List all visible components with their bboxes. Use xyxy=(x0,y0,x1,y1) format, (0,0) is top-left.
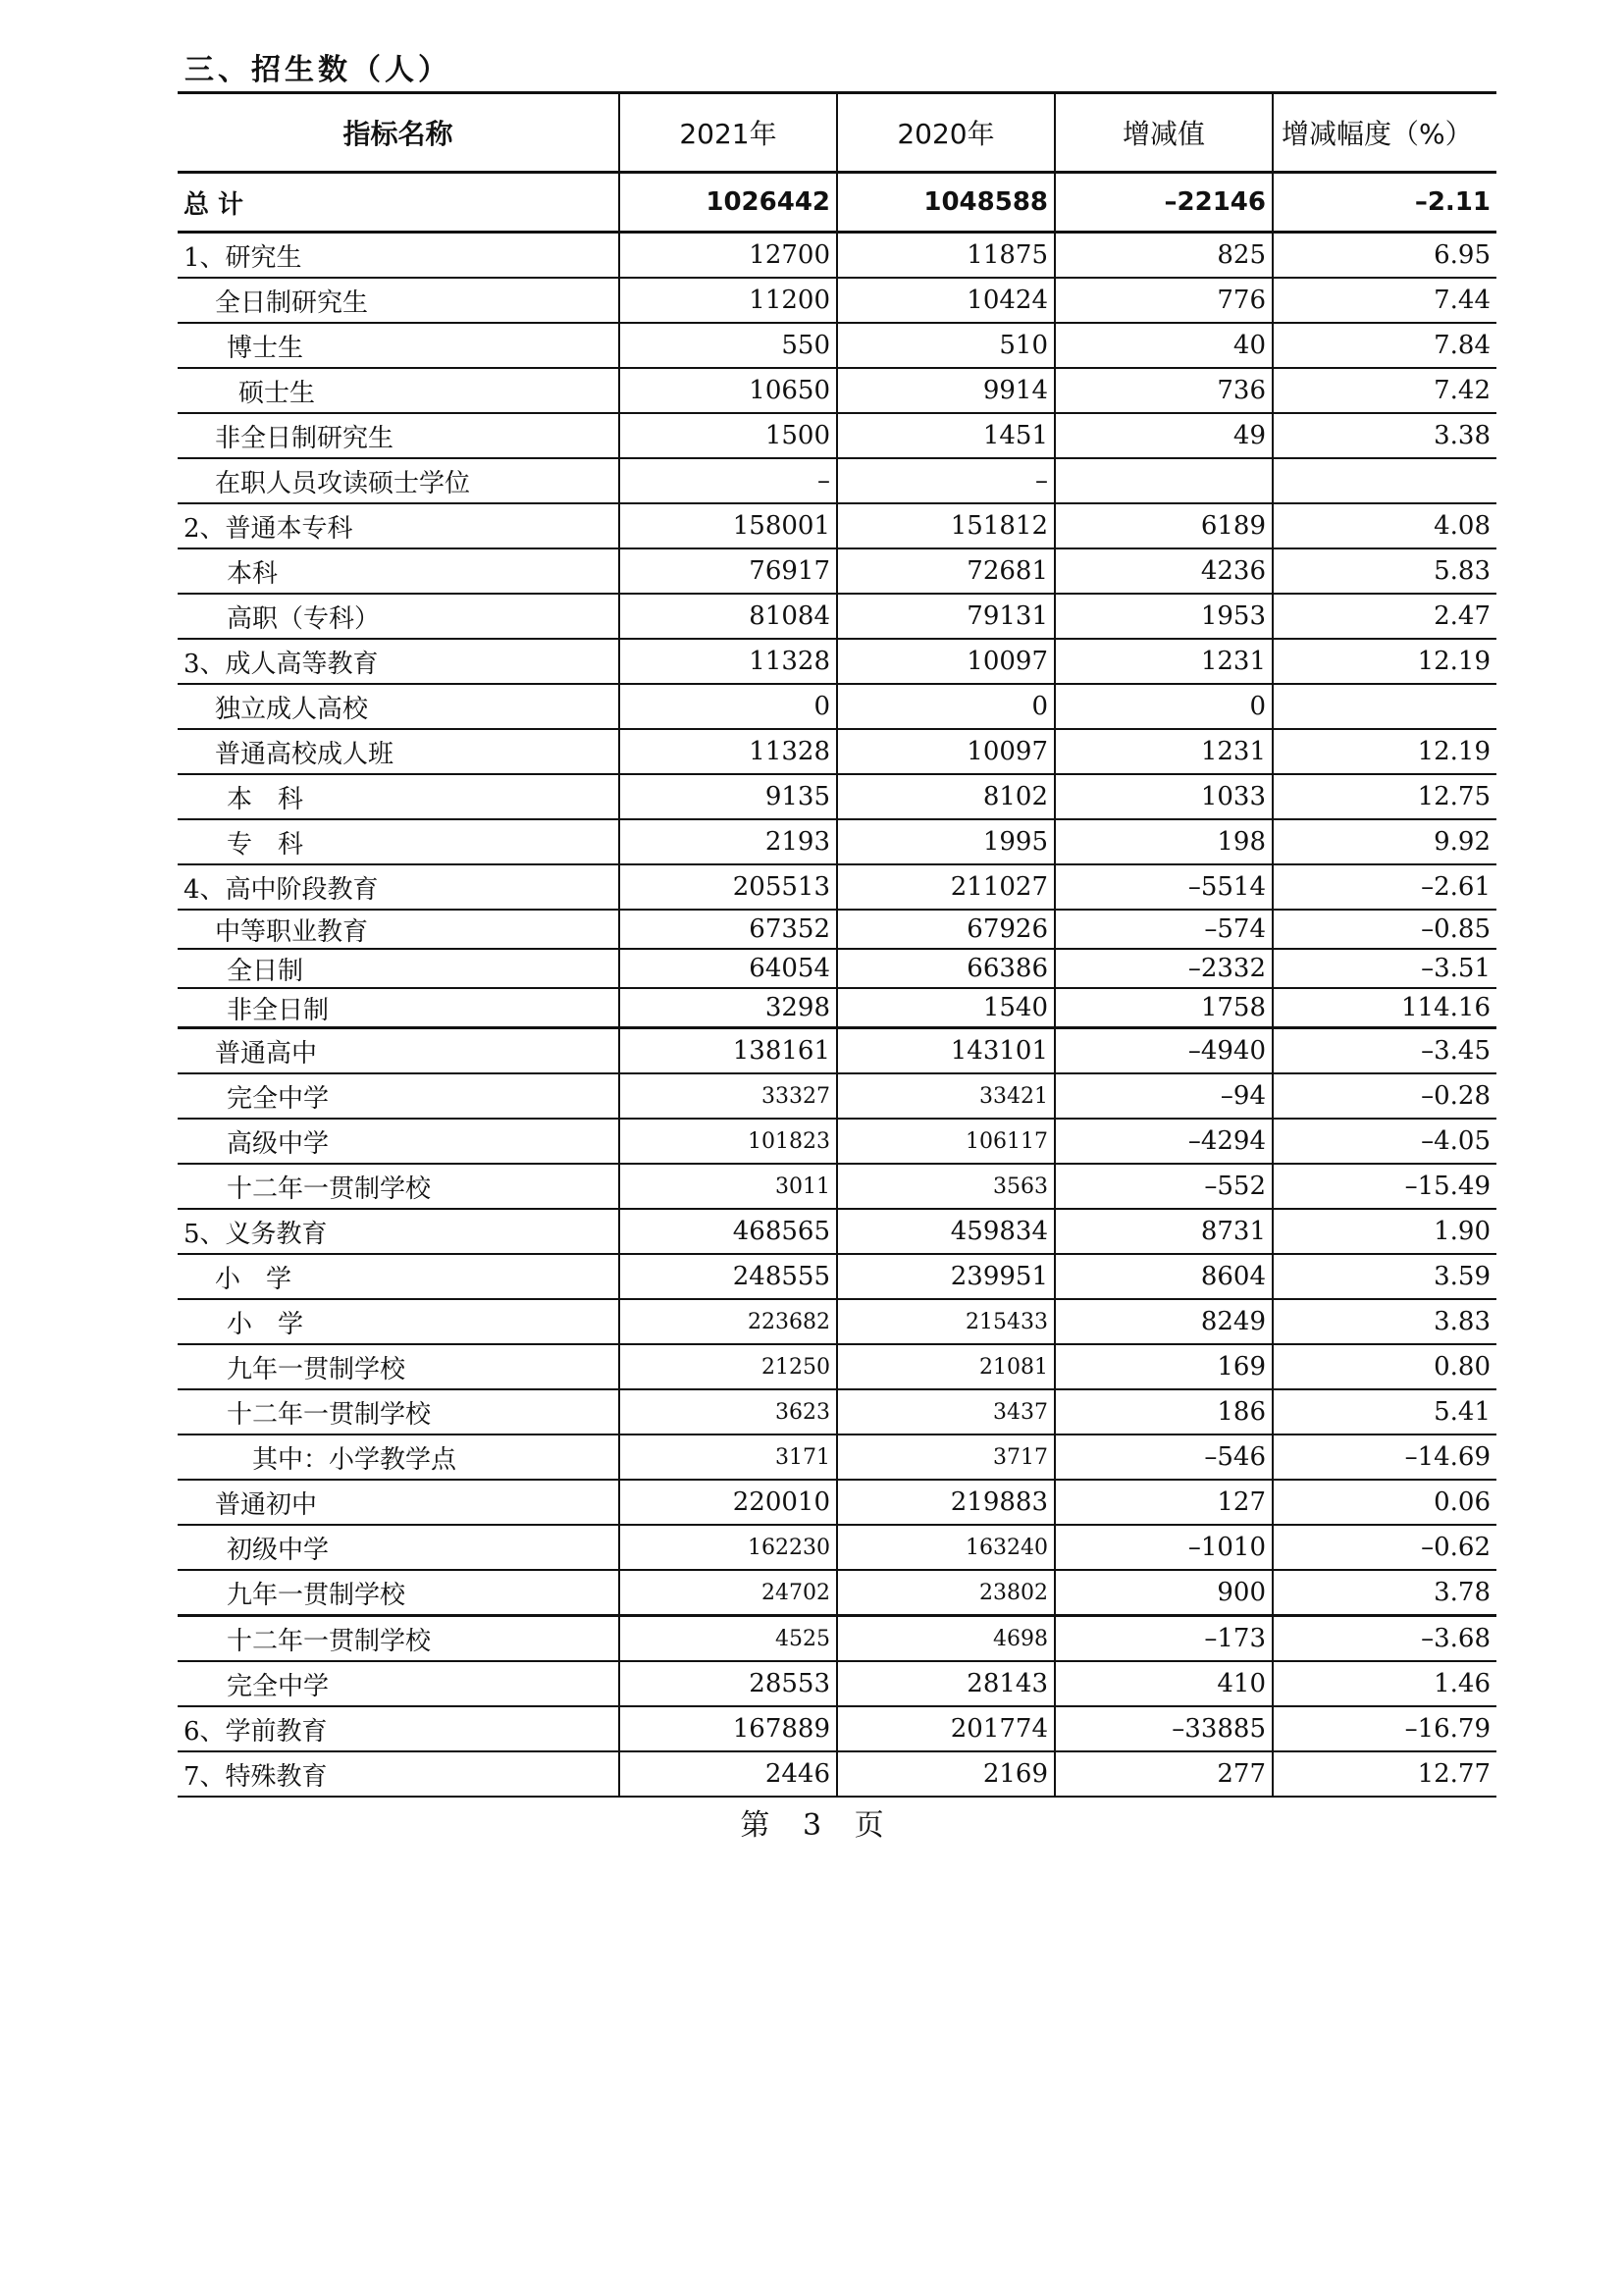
change-ratio: 7.42 xyxy=(1273,368,1496,413)
total-change: –22146 xyxy=(1055,173,1273,233)
table-row xyxy=(178,323,1496,368)
indicator-name: 普通初中 xyxy=(178,1480,619,1525)
indicator-name: 非全日制研究生 xyxy=(178,413,619,458)
header-change: 增减值 xyxy=(1055,93,1273,173)
change-ratio: –0.28 xyxy=(1273,1073,1496,1119)
value-2021: 0 xyxy=(619,684,837,729)
value-2021: 10650 xyxy=(619,368,837,413)
change-ratio: 12.75 xyxy=(1273,774,1496,819)
table-row xyxy=(178,1028,1496,1074)
change-value: –552 xyxy=(1055,1164,1273,1209)
value-2021: 3298 xyxy=(619,988,837,1028)
value-2020: 10097 xyxy=(837,639,1055,684)
change-value: 169 xyxy=(1055,1344,1273,1389)
value-2020: 239951 xyxy=(837,1254,1055,1299)
indicator-name: 独立成人高校 xyxy=(178,684,619,729)
table-header-row xyxy=(178,93,1496,173)
table-row xyxy=(178,819,1496,864)
value-2021: 76917 xyxy=(619,548,837,594)
indicator-name: 高职（专科） xyxy=(178,594,619,639)
value-2020: 1451 xyxy=(837,413,1055,458)
value-2020: 1540 xyxy=(837,988,1055,1028)
indicator-name: 全日制 xyxy=(178,949,619,988)
indicator-name: 硕士生 xyxy=(178,368,619,413)
value-2021: 11328 xyxy=(619,639,837,684)
change-value: 736 xyxy=(1055,368,1273,413)
indicator-name: 专 科 xyxy=(178,819,619,864)
value-2020: 151812 xyxy=(837,503,1055,548)
indicator-name: 十二年一贯制学校 xyxy=(178,1164,619,1209)
change-ratio: 6.95 xyxy=(1273,233,1496,279)
value-2020: 33421 xyxy=(837,1073,1055,1119)
value-2021: 33327 xyxy=(619,1073,837,1119)
change-value: –33885 xyxy=(1055,1706,1273,1751)
value-2021: 1500 xyxy=(619,413,837,458)
value-2020: 219883 xyxy=(837,1480,1055,1525)
indicator-name: 本 科 xyxy=(178,774,619,819)
value-2021: 2193 xyxy=(619,819,837,864)
change-value: 40 xyxy=(1055,323,1273,368)
change-value: 186 xyxy=(1055,1389,1273,1434)
change-ratio: –2.61 xyxy=(1273,864,1496,910)
indicator-name: 2、普通本专科 xyxy=(178,503,619,548)
change-ratio: 12.77 xyxy=(1273,1751,1496,1797)
indicator-name: 小 学 xyxy=(178,1299,619,1344)
indicator-name: 完全中学 xyxy=(178,1073,619,1119)
change-value: –2332 xyxy=(1055,949,1273,988)
value-2020: 79131 xyxy=(837,594,1055,639)
header-indicator-name: 指标名称 xyxy=(178,93,619,173)
change-value: –173 xyxy=(1055,1616,1273,1662)
section-title: 三、招生数（人） xyxy=(184,53,451,87)
change-value: 0 xyxy=(1055,684,1273,729)
header-2020: 2020年 xyxy=(837,93,1055,173)
change-value: 1231 xyxy=(1055,639,1273,684)
value-2021: 248555 xyxy=(619,1254,837,1299)
change-value: –4294 xyxy=(1055,1119,1273,1164)
change-value: –5514 xyxy=(1055,864,1273,910)
change-value: 4236 xyxy=(1055,548,1273,594)
change-ratio: –16.79 xyxy=(1273,1706,1496,1751)
value-2021: 11328 xyxy=(619,729,837,774)
indicator-name: 十二年一贯制学校 xyxy=(178,1389,619,1434)
value-2021: 12700 xyxy=(619,233,837,279)
indicator-name: 在职人员攻读硕士学位 xyxy=(178,458,619,503)
change-ratio: 3.38 xyxy=(1273,413,1496,458)
value-2020: 3717 xyxy=(837,1434,1055,1480)
change-value: –4940 xyxy=(1055,1028,1273,1074)
value-2020: 9914 xyxy=(837,368,1055,413)
value-2020: 8102 xyxy=(837,774,1055,819)
value-2020: 4698 xyxy=(837,1616,1055,1662)
table-row xyxy=(178,949,1496,988)
table-row xyxy=(178,1073,1496,1119)
value-2021: 205513 xyxy=(619,864,837,910)
change-value: 1758 xyxy=(1055,988,1273,1028)
indicator-name: 非全日制 xyxy=(178,988,619,1028)
table-row xyxy=(178,729,1496,774)
change-value: 8604 xyxy=(1055,1254,1273,1299)
value-2021: 3011 xyxy=(619,1164,837,1209)
value-2020: 2169 xyxy=(837,1751,1055,1797)
table-row xyxy=(178,413,1496,458)
change-ratio: 9.92 xyxy=(1273,819,1496,864)
change-ratio: 4.08 xyxy=(1273,503,1496,548)
table-row xyxy=(178,1119,1496,1164)
table-row xyxy=(178,1661,1496,1706)
change-value: –546 xyxy=(1055,1434,1273,1480)
indicator-name: 高级中学 xyxy=(178,1119,619,1164)
value-2021: 162230 xyxy=(619,1525,837,1570)
change-value: 8731 xyxy=(1055,1209,1273,1254)
table-row xyxy=(178,1706,1496,1751)
value-2021: 468565 xyxy=(619,1209,837,1254)
indicator-name: 3、成人高等教育 xyxy=(178,639,619,684)
value-2020: 72681 xyxy=(837,548,1055,594)
header-change-ratio: 增减幅度（%） xyxy=(1273,93,1496,173)
change-ratio: 12.19 xyxy=(1273,729,1496,774)
indicator-name: 普通高校成人班 xyxy=(178,729,619,774)
table-row xyxy=(178,458,1496,503)
value-2021: 81084 xyxy=(619,594,837,639)
value-2021: 2446 xyxy=(619,1751,837,1797)
table-row xyxy=(178,1299,1496,1344)
value-2020: 1995 xyxy=(837,819,1055,864)
indicator-name: 完全中学 xyxy=(178,1661,619,1706)
indicator-name: 全日制研究生 xyxy=(178,278,619,323)
table-row xyxy=(178,594,1496,639)
table-row xyxy=(178,1751,1496,1797)
change-ratio: 2.47 xyxy=(1273,594,1496,639)
table-row xyxy=(178,368,1496,413)
table-row xyxy=(178,1434,1496,1480)
table-row xyxy=(178,988,1496,1028)
indicator-name: 九年一贯制学校 xyxy=(178,1344,619,1389)
table-row xyxy=(178,1480,1496,1525)
table-row xyxy=(178,1525,1496,1570)
total-row xyxy=(178,173,1496,233)
value-2020: 106117 xyxy=(837,1119,1055,1164)
value-2020: 510 xyxy=(837,323,1055,368)
change-value: 198 xyxy=(1055,819,1273,864)
change-value: 277 xyxy=(1055,1751,1273,1797)
change-ratio: 12.19 xyxy=(1273,639,1496,684)
indicator-name: 博士生 xyxy=(178,323,619,368)
total-2020: 1048588 xyxy=(837,173,1055,233)
table-row xyxy=(178,1344,1496,1389)
change-ratio: –15.49 xyxy=(1273,1164,1496,1209)
change-value: –94 xyxy=(1055,1073,1273,1119)
value-2020: 143101 xyxy=(837,1028,1055,1074)
table-row xyxy=(178,864,1496,910)
value-2020: 3563 xyxy=(837,1164,1055,1209)
table-row xyxy=(178,1209,1496,1254)
change-ratio: 3.78 xyxy=(1273,1570,1496,1616)
change-ratio: 3.59 xyxy=(1273,1254,1496,1299)
value-2021: 223682 xyxy=(619,1299,837,1344)
total-name: 总 计 xyxy=(178,173,619,233)
header-2021: 2021年 xyxy=(619,93,837,173)
value-2021: 158001 xyxy=(619,503,837,548)
table-row xyxy=(178,684,1496,729)
change-ratio: 7.84 xyxy=(1273,323,1496,368)
change-ratio: 1.90 xyxy=(1273,1209,1496,1254)
change-value xyxy=(1055,458,1273,503)
value-2021: 3623 xyxy=(619,1389,837,1434)
indicator-name: 5、义务教育 xyxy=(178,1209,619,1254)
change-ratio: –3.68 xyxy=(1273,1616,1496,1662)
indicator-name: 初级中学 xyxy=(178,1525,619,1570)
value-2020: 3437 xyxy=(837,1389,1055,1434)
change-ratio: 1.46 xyxy=(1273,1661,1496,1706)
indicator-name: 7、特殊教育 xyxy=(178,1751,619,1797)
change-value: 1033 xyxy=(1055,774,1273,819)
value-2021: 138161 xyxy=(619,1028,837,1074)
indicator-name: 本科 xyxy=(178,548,619,594)
value-2021: 3171 xyxy=(619,1434,837,1480)
change-ratio: 5.83 xyxy=(1273,548,1496,594)
value-2020: – xyxy=(837,458,1055,503)
change-ratio: 5.41 xyxy=(1273,1389,1496,1434)
table-row xyxy=(178,1616,1496,1662)
change-value: 900 xyxy=(1055,1570,1273,1616)
value-2020: 28143 xyxy=(837,1661,1055,1706)
value-2020: 10097 xyxy=(837,729,1055,774)
change-ratio: 0.80 xyxy=(1273,1344,1496,1389)
change-value: 8249 xyxy=(1055,1299,1273,1344)
indicator-name: 九年一贯制学校 xyxy=(178,1570,619,1616)
change-ratio: 0.06 xyxy=(1273,1480,1496,1525)
change-ratio: –0.85 xyxy=(1273,910,1496,949)
value-2021: 67352 xyxy=(619,910,837,949)
indicator-name: 6、学前教育 xyxy=(178,1706,619,1751)
value-2020: 11875 xyxy=(837,233,1055,279)
value-2020: 215433 xyxy=(837,1299,1055,1344)
change-value: 49 xyxy=(1055,413,1273,458)
total-2021: 1026442 xyxy=(619,173,837,233)
change-ratio: 7.44 xyxy=(1273,278,1496,323)
change-ratio: –14.69 xyxy=(1273,1434,1496,1480)
value-2021: – xyxy=(619,458,837,503)
change-value: 127 xyxy=(1055,1480,1273,1525)
value-2020: 163240 xyxy=(837,1525,1055,1570)
change-ratio: –3.51 xyxy=(1273,949,1496,988)
table-row xyxy=(178,774,1496,819)
value-2020: 201774 xyxy=(837,1706,1055,1751)
table-row xyxy=(178,1164,1496,1209)
indicator-name: 4、高中阶段教育 xyxy=(178,864,619,910)
value-2020: 10424 xyxy=(837,278,1055,323)
change-ratio: 114.16 xyxy=(1273,988,1496,1028)
value-2021: 101823 xyxy=(619,1119,837,1164)
table-row xyxy=(178,639,1496,684)
table-row xyxy=(178,503,1496,548)
change-value: 776 xyxy=(1055,278,1273,323)
value-2020: 459834 xyxy=(837,1209,1055,1254)
page-number: 第 3 页 xyxy=(740,1808,884,1843)
change-ratio: –3.45 xyxy=(1273,1028,1496,1074)
indicator-name: 十二年一贯制学校 xyxy=(178,1616,619,1662)
value-2021: 220010 xyxy=(619,1480,837,1525)
value-2021: 28553 xyxy=(619,1661,837,1706)
change-value: 825 xyxy=(1055,233,1273,279)
table-row xyxy=(178,1389,1496,1434)
value-2021: 550 xyxy=(619,323,837,368)
indicator-name: 小 学 xyxy=(178,1254,619,1299)
value-2021: 167889 xyxy=(619,1706,837,1751)
value-2020: 67926 xyxy=(837,910,1055,949)
indicator-name: 普通高中 xyxy=(178,1028,619,1074)
table-row xyxy=(178,548,1496,594)
change-value: 1231 xyxy=(1055,729,1273,774)
change-value: 410 xyxy=(1055,1661,1273,1706)
change-ratio xyxy=(1273,458,1496,503)
change-value: 6189 xyxy=(1055,503,1273,548)
change-value: 1953 xyxy=(1055,594,1273,639)
table-row xyxy=(178,910,1496,949)
table-row xyxy=(178,278,1496,323)
value-2021: 9135 xyxy=(619,774,837,819)
value-2020: 211027 xyxy=(837,864,1055,910)
indicator-name: 中等职业教育 xyxy=(178,910,619,949)
change-ratio xyxy=(1273,684,1496,729)
change-ratio: 3.83 xyxy=(1273,1299,1496,1344)
indicator-name: 1、研究生 xyxy=(178,233,619,279)
change-value: –574 xyxy=(1055,910,1273,949)
change-ratio: –0.62 xyxy=(1273,1525,1496,1570)
value-2020: 21081 xyxy=(837,1344,1055,1389)
change-value: –1010 xyxy=(1055,1525,1273,1570)
table-row xyxy=(178,1254,1496,1299)
value-2020: 23802 xyxy=(837,1570,1055,1616)
table-row xyxy=(178,233,1496,279)
table-row xyxy=(178,1570,1496,1616)
enrollment-table xyxy=(178,91,1496,1798)
value-2021: 64054 xyxy=(619,949,837,988)
value-2021: 11200 xyxy=(619,278,837,323)
indicator-name: 其中：小学教学点 xyxy=(178,1434,619,1480)
value-2020: 0 xyxy=(837,684,1055,729)
total-ratio: –2.11 xyxy=(1273,173,1496,233)
value-2021: 21250 xyxy=(619,1344,837,1389)
change-ratio: –4.05 xyxy=(1273,1119,1496,1164)
value-2021: 24702 xyxy=(619,1570,837,1616)
value-2021: 4525 xyxy=(619,1616,837,1662)
value-2020: 66386 xyxy=(837,949,1055,988)
